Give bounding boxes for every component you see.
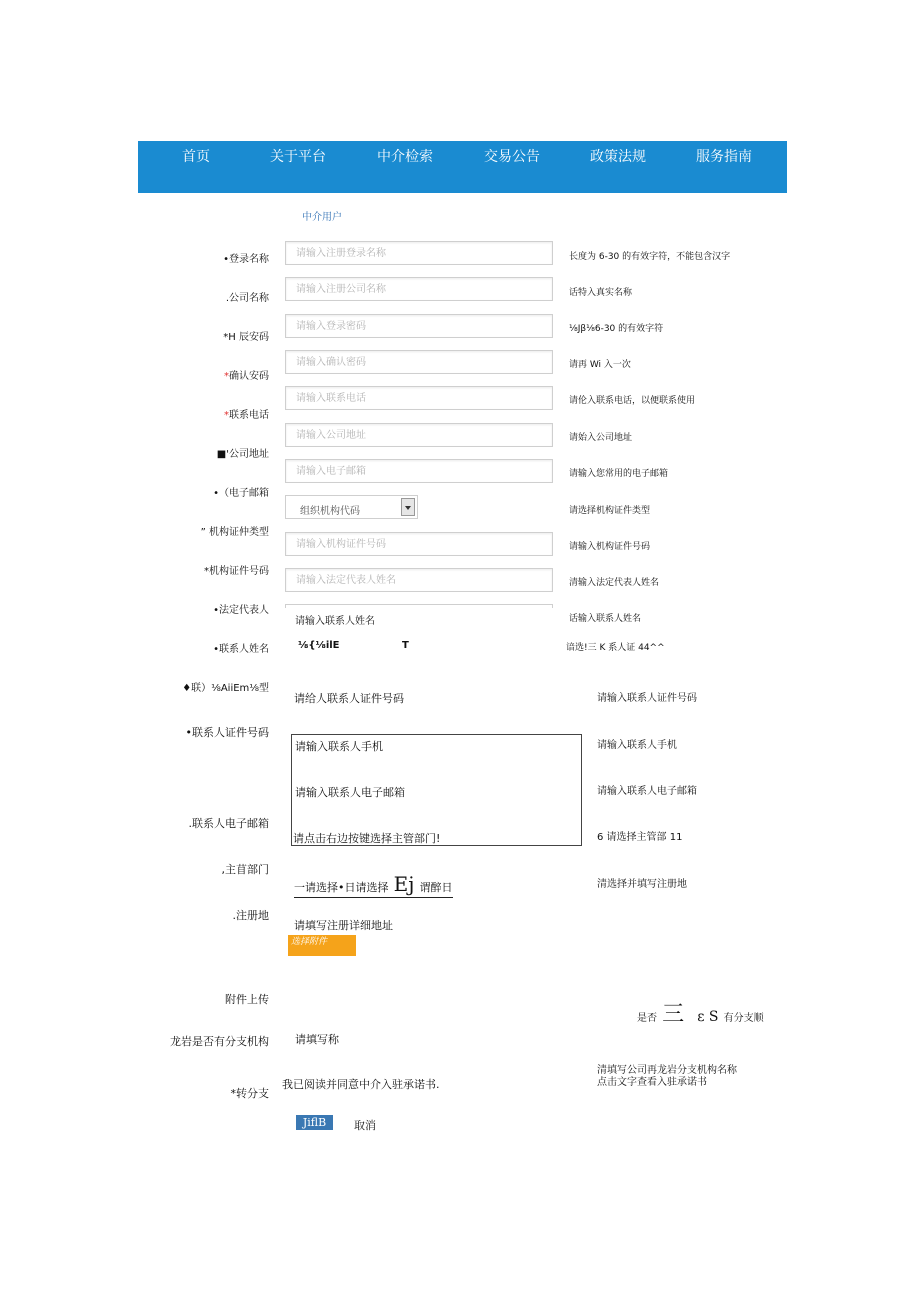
top-nav-bar xyxy=(138,141,787,193)
hint-login-name: 长度为 6-30 的有效字符，不能包含汉字 xyxy=(569,252,731,262)
select-attachment-button[interactable]: 选择附件 xyxy=(288,935,356,956)
hint-phone: 请伦入联系电话，以便联系使用 xyxy=(569,396,696,406)
branch-yes-radio[interactable]: 三 xyxy=(662,1002,685,1027)
cert-type-select[interactable] xyxy=(285,495,418,519)
dept-field[interactable]: 请点击右边按键选择主管部门! xyxy=(293,832,441,845)
label-cert-number: *机构证件号码 xyxy=(204,566,269,577)
label-contact-cert-no: •联系人证件号码 xyxy=(185,726,269,739)
hint-contact-phone: 请输入联系人手机 xyxy=(597,740,677,751)
nav-item-home[interactable]: 首页 xyxy=(182,149,210,165)
company-name-input[interactable] xyxy=(285,277,553,301)
hint-contact-email: 请输入联系人电子邮箱 xyxy=(597,786,697,797)
contact-email-field[interactable]: 请输入联系人电子邮箱 xyxy=(295,786,405,799)
label-password: *H 辰安码 xyxy=(223,332,269,343)
hint-confirm-password: 请再 Wi 入一次 xyxy=(569,360,631,370)
password-input[interactable] xyxy=(285,314,553,338)
branch-no-radio[interactable]: ε S xyxy=(697,1009,719,1025)
agree-pledge-text[interactable]: 我已阅读并同意中介入驻承诺书. xyxy=(282,1078,440,1091)
cert-type-selected-value: 组织机构代码 xyxy=(300,506,360,517)
hint-branch-d: 有分支顺 xyxy=(723,1013,764,1024)
chevron-down-icon[interactable] xyxy=(401,498,415,516)
label-contact-cert-type: ♦联）⅛AiiEm⅛型 xyxy=(182,683,269,694)
contact-phone-field[interactable]: 请输入联系人手机 xyxy=(295,740,383,753)
company-address-input[interactable] xyxy=(285,423,553,447)
label-branch: *转分支 xyxy=(230,1087,269,1100)
hint-legal-rep: 清输入法定代表人姓名 xyxy=(569,578,660,588)
label-phone: *联系电话 xyxy=(224,410,269,421)
hint-contact-cert-no: 请输入联系人证件号码 xyxy=(597,693,697,704)
label-company-address: ■'公司地址 xyxy=(216,449,269,460)
reg-select-c[interactable]: 谓醉日 xyxy=(419,881,453,894)
required-mark: * xyxy=(224,371,229,382)
label-legal-rep: •法定代表人 xyxy=(213,605,269,616)
nav-item-search[interactable]: 中介检索 xyxy=(377,149,433,165)
hint-cert-number: 请输入机构证件号码 xyxy=(569,542,651,552)
nav-item-about[interactable]: 关于平台 xyxy=(270,149,326,165)
hint-has-branch-row xyxy=(637,997,764,1028)
confirm-password-input[interactable] xyxy=(285,350,553,374)
contact-cert-no-field[interactable]: 请给人联系人证件号码 xyxy=(294,692,404,705)
required-mark: * xyxy=(224,410,229,421)
login-name-input[interactable] xyxy=(285,241,553,265)
hint-password: ⅛Jβ⅛6-30 的有效字符 xyxy=(569,324,664,334)
cancel-button[interactable]: 取消 xyxy=(354,1119,376,1132)
hint-company-address: 请始入公司地址 xyxy=(569,433,633,443)
hint-branch-name: 清填写公司再龙岩分支机构名称 xyxy=(597,1065,737,1076)
has-branch-field[interactable]: 请填写称 xyxy=(295,1033,339,1046)
hint-cert-type: 请选择机构证件类型 xyxy=(569,506,651,516)
label-has-branch: 龙岩是否有分支机构 xyxy=(170,1035,269,1048)
label-contact-name: •联系人姓名 xyxy=(213,644,269,655)
hint-email: 请输入您常用的电子邮箱 xyxy=(569,469,669,479)
contact-name-field[interactable]: 请输入联系人姓名 xyxy=(295,616,375,627)
label-dept: ,主苜部门 xyxy=(221,863,269,876)
label-attachment: 附件上传 xyxy=(225,993,269,1006)
legal-rep-input[interactable] xyxy=(285,568,553,592)
label-contact-email: .联系人电子邮箱 xyxy=(188,817,269,830)
hint-reg-place: 清选择并填写注册地 xyxy=(597,879,687,890)
email-input[interactable] xyxy=(285,459,553,483)
nav-item-announcements[interactable]: 交易公告 xyxy=(484,149,540,165)
reg-place-selects[interactable] xyxy=(294,872,453,898)
reg-address-field[interactable]: 请填写注册详细地址 xyxy=(294,919,393,932)
view-pledge-link[interactable]: 点击文字查看入驻承诺书 xyxy=(597,1077,707,1088)
nav-item-policies[interactable]: 政策法规 xyxy=(590,149,646,165)
label-reg-place: .注册地 xyxy=(232,909,269,922)
submit-button[interactable]: JiflB xyxy=(296,1115,333,1130)
label-company-name: .公司名称 xyxy=(225,293,269,304)
contact-cert-type-select[interactable]: ⅛{⅛ilE xyxy=(298,640,340,651)
reg-select-b[interactable]: Ej xyxy=(393,872,415,896)
contact-cert-type-dropdown-arrow[interactable]: T xyxy=(402,640,409,651)
label-login-name: •登录名称 xyxy=(223,254,269,265)
contact-name-field-border xyxy=(285,604,553,608)
reg-select-a[interactable]: 一请选择•日请选择 xyxy=(294,881,389,894)
hint-contact-name: 话输入联系人姓名 xyxy=(569,614,642,624)
cert-number-input[interactable] xyxy=(285,532,553,556)
breadcrumb[interactable]: 中介用户 xyxy=(302,212,342,223)
label-cert-type: ” 机构证仲类型 xyxy=(200,527,269,538)
nav-item-guide[interactable]: 服务指南 xyxy=(696,149,752,165)
hint-contact-cert-type: 谙选!三 K 系人证 44^^ xyxy=(566,643,665,653)
label-confirm-password: *确认安码 xyxy=(224,371,269,382)
label-email: •（电子邮箱 xyxy=(213,488,269,499)
hint-branch-a: 是否 xyxy=(637,1013,657,1024)
phone-input[interactable] xyxy=(285,386,553,410)
hint-company-name: 话特入真实名称 xyxy=(569,288,633,298)
hint-dept: 6 请选择主管部 11 xyxy=(597,832,683,843)
